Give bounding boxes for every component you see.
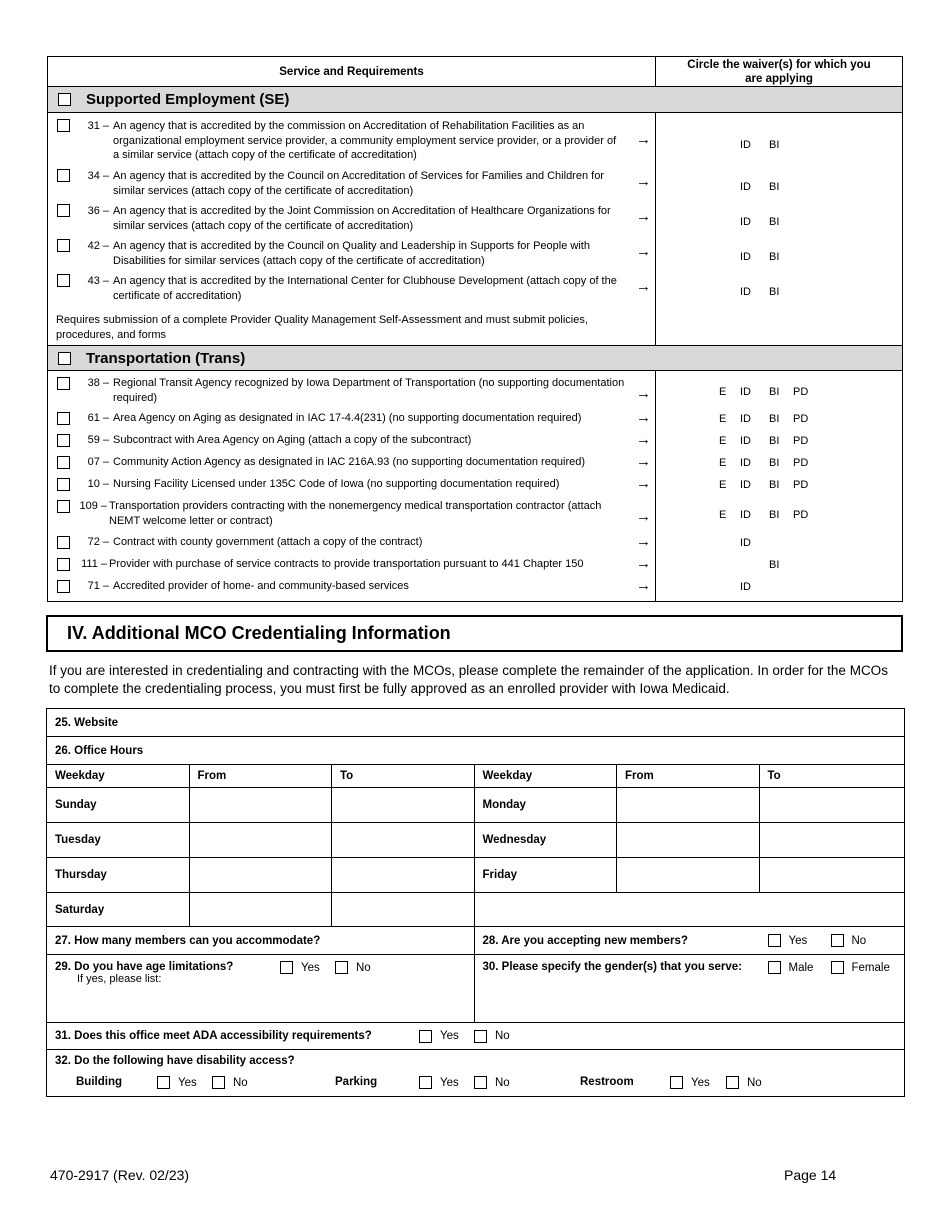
q31-label: 31. Does this office meet ADA accessibility requirements? xyxy=(55,1030,372,1042)
q29-no-checkbox[interactable] xyxy=(335,961,348,974)
arrow-icon: → xyxy=(636,385,651,402)
se-item-number: 36 – xyxy=(87,205,109,217)
q28-no-checkbox[interactable] xyxy=(831,934,844,947)
to-time-input[interactable] xyxy=(332,823,475,857)
q28-cell xyxy=(475,927,905,954)
trans-item-number: 10 – xyxy=(87,478,109,490)
section-iv-intro: If you are interested in credentialing and contracting with the MCOs, please complete the remainder of the application. In order for the MCOs to complete the credentialing process, you must first be fully approved as an enrolled provider with Iowa Medicaid. xyxy=(49,663,888,696)
se-item-number: 34 – xyxy=(87,170,109,182)
arrow-icon: → xyxy=(636,278,651,295)
waiver-id[interactable]: ID xyxy=(740,581,751,593)
section-iv-title: IV. Additional MCO Credentialing Information xyxy=(46,615,903,652)
se-item-text: An agency that is accredited by the commission on Accreditation of Rehabilitation Facilities as an organizational employment service provider, a community employment service provider, or a provider of a similar service (attach copy of the certificate of accreditation) xyxy=(113,120,617,161)
waiver-pd[interactable]: PD xyxy=(793,413,809,425)
trans-item-number: 72 – xyxy=(87,536,109,548)
services-table xyxy=(47,56,903,602)
q31-yes-checkbox[interactable] xyxy=(419,1030,432,1043)
waiver-bi[interactable]: BI xyxy=(769,286,780,298)
to-time-input[interactable] xyxy=(760,823,905,857)
waiver-bi[interactable]: BI xyxy=(769,216,780,228)
day-label: Wednesday xyxy=(475,823,618,857)
arrow-icon: → xyxy=(636,431,651,448)
header-waiver: Circle the waiver(s) for which you are applying xyxy=(687,58,871,85)
q28-label: 28. Are you accepting new members? xyxy=(482,934,688,947)
building-yes-label: Yes xyxy=(178,1076,197,1089)
waiver-e[interactable]: E xyxy=(719,509,727,521)
parking-no[interactable] xyxy=(474,1076,510,1089)
from-time-input[interactable] xyxy=(617,858,760,892)
q29-yes[interactable] xyxy=(280,961,320,974)
trans-item xyxy=(48,535,655,557)
arrow-icon: → xyxy=(636,208,651,225)
day-label: Sunday xyxy=(47,788,190,822)
trans-title: Transportation (Trans) xyxy=(86,349,246,367)
trans-item xyxy=(48,376,655,411)
restroom-yes[interactable] xyxy=(670,1076,710,1089)
waiver-e[interactable]: E xyxy=(719,435,727,447)
parking-yes[interactable] xyxy=(419,1076,459,1089)
trans-item xyxy=(48,411,655,433)
restroom-no[interactable] xyxy=(726,1076,762,1089)
q29-no[interactable] xyxy=(335,961,371,974)
from-time-input[interactable] xyxy=(190,893,333,926)
waiver-e[interactable]: E xyxy=(719,386,727,398)
restroom-no-checkbox[interactable] xyxy=(726,1076,739,1089)
to-time-input[interactable] xyxy=(760,858,905,892)
restroom-yes-checkbox[interactable] xyxy=(670,1076,683,1089)
se-item xyxy=(48,169,655,204)
trans-item-text: Provider with purchase of service contracts to provide transportation pursuant to 441 Chapter 150 xyxy=(109,558,584,570)
trans-item xyxy=(48,557,655,579)
arrow-icon: → xyxy=(636,508,651,525)
trans-item-checkbox[interactable] xyxy=(57,580,70,593)
form-number: 470-2917 (Rev. 02/23) xyxy=(50,1167,190,1183)
restroom-no-label: No xyxy=(747,1076,762,1089)
arrow-icon: → xyxy=(636,533,651,550)
waiver-id[interactable]: ID xyxy=(740,286,751,298)
waiver-e[interactable]: E xyxy=(719,457,727,469)
restroom-label: Restroom xyxy=(580,1076,634,1088)
q31-no-label: No xyxy=(495,1030,510,1042)
se-item-checkbox[interactable] xyxy=(57,119,70,132)
waiver-e[interactable]: E xyxy=(719,413,727,425)
from-time-input[interactable] xyxy=(190,823,333,857)
waiver-id[interactable]: ID xyxy=(740,386,751,398)
waiver-bi[interactable]: BI xyxy=(769,479,780,491)
waiver-id[interactable]: ID xyxy=(740,509,751,521)
trans-item-number: 59 – xyxy=(87,434,109,446)
to-time-input[interactable] xyxy=(332,788,475,822)
waiver-id[interactable]: ID xyxy=(740,435,751,447)
se-item-number: 43 – xyxy=(87,275,109,287)
trans-item-number: 07 – xyxy=(87,456,109,468)
section-trans-header xyxy=(48,345,902,371)
to-time-input[interactable] xyxy=(760,788,905,822)
q31-no-checkbox[interactable] xyxy=(474,1030,487,1043)
website-label[interactable]: 25. Website xyxy=(55,716,119,729)
q29-yes-checkbox[interactable] xyxy=(280,961,293,974)
q31-yes-label: Yes xyxy=(440,1030,459,1042)
arrow-icon: → xyxy=(636,555,651,572)
q29-no-label: No xyxy=(356,961,371,974)
trans-item-checkbox[interactable] xyxy=(57,377,70,390)
q31-no[interactable] xyxy=(474,1030,510,1043)
from-time-input[interactable] xyxy=(190,858,333,892)
q30-female-checkbox[interactable] xyxy=(831,961,844,974)
building-yes-checkbox[interactable] xyxy=(157,1076,170,1089)
q29-cell xyxy=(47,955,475,1022)
q28-yes-label: Yes xyxy=(788,934,808,947)
arrow-icon: → xyxy=(636,243,651,260)
credentialing-form xyxy=(46,708,905,1097)
hours-col-header: From xyxy=(617,765,760,787)
trans-item-text: Regional Transit Agency recognized by Iowa Department of Transportation (no supporting documentation required) xyxy=(113,377,625,404)
trans-item-text: Community Action Agency as designated in IAC 216A.93 (no supporting documentation required) xyxy=(113,456,586,468)
waiver-id[interactable]: ID xyxy=(740,537,751,549)
se-item-checkbox[interactable] xyxy=(57,169,70,182)
parking-no-label: No xyxy=(495,1076,510,1089)
se-item-checkbox[interactable] xyxy=(57,274,70,287)
q28-no[interactable] xyxy=(831,934,867,947)
waiver-bi[interactable]: BI xyxy=(769,509,780,521)
arrow-icon: → xyxy=(636,577,651,594)
trans-item-number: 61 – xyxy=(87,412,109,424)
from-time-input[interactable] xyxy=(617,788,760,822)
building-no-label: No xyxy=(233,1076,248,1089)
waiver-bi[interactable]: BI xyxy=(769,435,780,447)
hours-col-header: Weekday xyxy=(475,765,618,787)
trans-item-text: Area Agency on Aging as designated in IAC 17-4.4(231) (no supporting documentation required) xyxy=(113,412,582,424)
waiver-e[interactable]: E xyxy=(719,479,727,491)
trans-item-text: Transportation providers contracting with the nonemergency medical transportation contractor (attach NEMT welcome letter or contract) xyxy=(109,500,602,527)
q31-cell xyxy=(47,1023,904,1049)
q28-no-label: No xyxy=(851,934,867,947)
blank-cell xyxy=(475,893,905,926)
hours-col-header: To xyxy=(767,770,781,782)
waiver-id[interactable]: ID xyxy=(740,251,751,263)
se-item xyxy=(48,119,655,169)
arrow-icon: → xyxy=(636,475,651,492)
se-item-number: 42 – xyxy=(87,240,109,252)
trans-item xyxy=(48,477,655,499)
trans-item-checkbox[interactable] xyxy=(57,500,70,513)
arrow-icon: → xyxy=(636,173,651,190)
q30-male-checkbox[interactable] xyxy=(768,961,781,974)
hours-col-header: Weekday xyxy=(47,765,190,787)
q32-label: 32. Do the following have disability access? xyxy=(55,1055,295,1067)
waiver-pd[interactable]: PD xyxy=(793,457,809,469)
trans-item-number: 111 – xyxy=(81,558,107,570)
q30-label: 30. Please specify the gender(s) that you serve: xyxy=(482,961,742,973)
se-title: Supported Employment (SE) xyxy=(86,91,290,108)
se-item xyxy=(48,239,655,274)
se-note: Requires submission of a complete Provider Quality Management Self-Assessment and must submit policies, procedures, and forms xyxy=(56,314,588,341)
day-label: Thursday xyxy=(47,858,190,892)
waiver-id[interactable]: ID xyxy=(740,413,751,425)
q29-yes-label: Yes xyxy=(301,961,320,974)
waiver-pd[interactable]: PD xyxy=(793,509,809,521)
waiver-bi[interactable]: BI xyxy=(769,457,780,469)
page-number: Page 14 xyxy=(784,1167,837,1183)
trans-item-number: 109 – xyxy=(79,500,107,512)
trans-body xyxy=(48,371,902,601)
se-checkbox[interactable] xyxy=(58,93,71,106)
q28-yes[interactable] xyxy=(768,934,808,947)
waiver-bi[interactable]: BI xyxy=(769,559,780,571)
trans-item-text: Accredited provider of home- and community-based services xyxy=(113,580,409,592)
waiver-pd[interactable]: PD xyxy=(793,479,809,491)
trans-item-checkbox[interactable] xyxy=(57,478,70,491)
day-label: Monday xyxy=(475,788,618,822)
hours-col-header: From xyxy=(190,765,333,787)
section-se-header xyxy=(48,87,902,113)
se-item-text: An agency that is accredited by the Joint Commission on Accreditation of Healthcare Organizations for similar services (attach copy of the certificate of accreditation) xyxy=(113,205,611,232)
waiver-id[interactable]: ID xyxy=(740,139,751,151)
parking-yes-label: Yes xyxy=(440,1076,459,1089)
waiver-pd[interactable]: PD xyxy=(793,386,809,398)
trans-item-checkbox[interactable] xyxy=(57,434,70,447)
trans-checkbox[interactable] xyxy=(58,352,71,365)
se-item xyxy=(48,274,655,309)
q32-cell xyxy=(47,1050,904,1096)
se-item-checkbox[interactable] xyxy=(57,204,70,217)
trans-item xyxy=(48,455,655,477)
q31-yes[interactable] xyxy=(419,1030,459,1043)
building-yes[interactable] xyxy=(157,1076,197,1089)
trans-item-text: Contract with county government (attach a copy of the contract) xyxy=(113,536,423,548)
q30-male-label: Male xyxy=(788,961,814,974)
building-no-checkbox[interactable] xyxy=(212,1076,225,1089)
trans-item-checkbox[interactable] xyxy=(57,456,70,469)
waiver-id[interactable]: ID xyxy=(740,216,751,228)
q30-female[interactable] xyxy=(831,961,890,974)
waiver-bi[interactable]: BI xyxy=(769,413,780,425)
to-time-input[interactable] xyxy=(332,858,475,892)
waiver-id[interactable]: ID xyxy=(740,457,751,469)
trans-item-checkbox[interactable] xyxy=(57,558,70,571)
building-no[interactable] xyxy=(212,1076,248,1089)
day-label: Tuesday xyxy=(47,823,190,857)
trans-item-checkbox[interactable] xyxy=(57,412,70,425)
arrow-icon: → xyxy=(636,453,651,470)
q28-yes-checkbox[interactable] xyxy=(768,934,781,947)
q30-female-label: Female xyxy=(851,961,890,974)
day-label: Friday xyxy=(475,858,618,892)
trans-item-text: Nursing Facility Licensed under 135C Code of Iowa (no supporting documentation required) xyxy=(113,478,560,490)
se-item-checkbox[interactable] xyxy=(57,239,70,252)
waiver-id[interactable]: ID xyxy=(740,181,751,193)
se-item-number: 31 – xyxy=(87,120,109,132)
se-item-text: An agency that is accredited by the Council on Quality and Leadership in Supports for People with Disabilities for similar services (attach copy of the certificate of accreditation) xyxy=(113,240,590,267)
q29-sub-label: If yes, please list: xyxy=(77,973,162,985)
trans-item xyxy=(48,433,655,455)
q30-male[interactable] xyxy=(768,961,814,974)
trans-item-number: 71 – xyxy=(87,580,109,592)
header-service: Service and Requirements xyxy=(48,57,656,86)
trans-item-text: Subcontract with Area Agency on Aging (attach a copy of the subcontract) xyxy=(113,434,472,446)
arrow-icon: → xyxy=(636,409,651,426)
waiver-bi[interactable]: BI xyxy=(769,139,780,151)
parking-no-checkbox[interactable] xyxy=(474,1076,487,1089)
building-label: Building xyxy=(76,1076,122,1088)
restroom-yes-label: Yes xyxy=(691,1076,710,1089)
to-time-input[interactable] xyxy=(332,893,475,926)
trans-item-checkbox[interactable] xyxy=(57,536,70,549)
trans-item xyxy=(48,499,655,535)
q30-cell xyxy=(475,955,905,1022)
office-hours-label: 26. Office Hours xyxy=(55,744,144,757)
waiver-bi[interactable]: BI xyxy=(769,181,780,193)
parking-label: Parking xyxy=(335,1076,378,1088)
waiver-pd[interactable]: PD xyxy=(793,435,809,447)
from-time-input[interactable] xyxy=(190,788,333,822)
trans-item-number: 38 – xyxy=(87,377,109,389)
waiver-id[interactable]: ID xyxy=(740,479,751,491)
q29-label: 29. Do you have age limitations? xyxy=(55,961,234,973)
hours-col-header: To xyxy=(332,765,475,787)
arrow-icon: → xyxy=(636,131,651,148)
parking-yes-checkbox[interactable] xyxy=(419,1076,432,1089)
se-body xyxy=(48,113,902,345)
se-item-text: An agency that is accredited by the Council on Accreditation of Services for Families and Children for similar services (attach copy of the certificate of accreditation) xyxy=(113,170,604,197)
trans-item xyxy=(48,579,655,601)
day-label: Saturday xyxy=(47,893,190,926)
se-item xyxy=(48,204,655,239)
waiver-bi[interactable]: BI xyxy=(769,386,780,398)
waiver-bi[interactable]: BI xyxy=(769,251,780,263)
se-item-text: An agency that is accredited by the International Center for Clubhouse Development (attach copy of the certificate of accreditation) xyxy=(113,275,617,302)
q27-label[interactable]: 27. How many members can you accommodate? xyxy=(47,927,475,954)
from-time-input[interactable] xyxy=(617,823,760,857)
